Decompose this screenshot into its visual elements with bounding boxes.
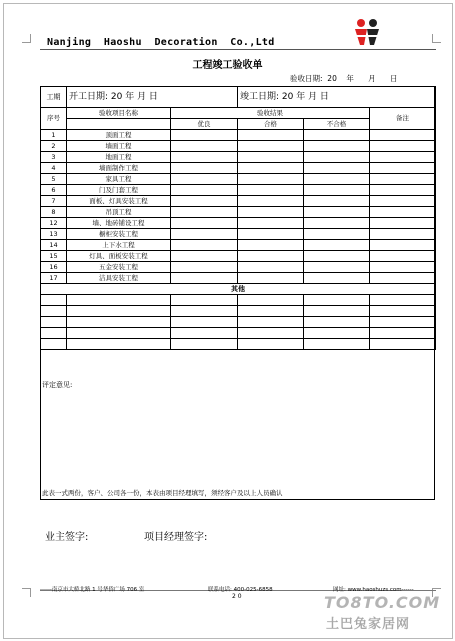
page-number: 2 0 [232, 593, 242, 600]
header-rule [40, 49, 436, 50]
blank-cell[interactable] [304, 317, 370, 328]
table-row [41, 295, 436, 306]
row-no: 4 [41, 163, 67, 174]
table-row [41, 196, 436, 207]
row-item: 顶面工程 [67, 130, 171, 141]
cell-fail[interactable] [304, 218, 370, 229]
table-row [41, 207, 436, 218]
cell-fail[interactable] [304, 141, 370, 152]
cell-remark[interactable] [370, 163, 436, 174]
col-header-pass: 合格 [238, 119, 304, 130]
col-header-good: 优良 [171, 119, 238, 130]
owner-signature-label: 业主签字: [45, 532, 89, 543]
cell-good[interactable] [171, 152, 238, 163]
footer-address: ------南京市大桥北路 1 号华侨广场 706 室 [40, 587, 145, 593]
row-no: 16 [41, 262, 67, 273]
blank-cell[interactable] [171, 306, 238, 317]
comment-label: 评定意见: [42, 381, 73, 389]
watermark-logo: TO8TO.COM [324, 593, 441, 612]
cell-fail[interactable] [304, 130, 370, 141]
cell-fail[interactable] [304, 207, 370, 218]
acceptance-date: 验收日期: 20 年 月 日 [290, 74, 398, 83]
cell-remark[interactable] [370, 218, 436, 229]
blank-cell[interactable] [171, 295, 238, 306]
row-no: 5 [41, 174, 67, 185]
table-row [41, 130, 436, 141]
row-no: 6 [41, 185, 67, 196]
cell-pass[interactable] [238, 174, 304, 185]
cell-remark[interactable] [370, 229, 436, 240]
blank-cell[interactable] [171, 339, 238, 350]
footer-phone: 联系电话: 400-025-6858 [208, 587, 273, 593]
row-item: 灯具、面板安装工程 [67, 251, 171, 262]
crop-mark [22, 588, 31, 597]
blank-cell[interactable] [171, 328, 238, 339]
row-item: 洁具安装工程 [67, 273, 171, 284]
cell-good[interactable] [171, 174, 238, 185]
cell-pass[interactable] [238, 240, 304, 251]
form-note: 此表一式两份，客户、公司各一份，本表由项目经理填写，须经客户及以上人员确认 [42, 489, 283, 497]
blank-cell[interactable] [370, 317, 436, 328]
row-item: 面板、灯具安装工程 [67, 196, 171, 207]
table-row [41, 163, 436, 174]
blank-cell[interactable] [41, 328, 67, 339]
cell-remark[interactable] [370, 273, 436, 284]
blank-cell[interactable] [304, 306, 370, 317]
table-row [41, 174, 436, 185]
cell-remark[interactable] [370, 262, 436, 273]
table-row [41, 262, 436, 273]
end-date-field[interactable]: 竣工日期: 20 年 月 日 [238, 87, 436, 108]
row-no: 17 [41, 273, 67, 284]
table-row [41, 185, 436, 196]
cell-pass[interactable] [238, 218, 304, 229]
cell-fail[interactable] [304, 152, 370, 163]
blank-cell[interactable] [67, 328, 171, 339]
row-no: 12 [41, 218, 67, 229]
cell-pass[interactable] [238, 163, 304, 174]
pm-signature-label: 项目经理签字: [144, 532, 208, 543]
footer-website: 网址: www.haoshuzs.com------ [333, 587, 414, 593]
table-row [41, 273, 436, 284]
cell-pass[interactable] [238, 207, 304, 218]
row-item: 墙面制作工程 [67, 163, 171, 174]
row-item: 五金安装工程 [67, 262, 171, 273]
cell-remark[interactable] [370, 152, 436, 163]
project-period-label: 工期 [41, 87, 67, 108]
cell-pass[interactable] [238, 229, 304, 240]
table-row [41, 218, 436, 229]
blank-cell[interactable] [304, 339, 370, 350]
blank-cell[interactable] [370, 328, 436, 339]
cell-pass[interactable] [238, 141, 304, 152]
row-item: 墙面工程 [67, 141, 171, 152]
col-header-item-sub [67, 119, 171, 130]
row-no: 7 [41, 196, 67, 207]
table-row [41, 240, 436, 251]
row-item: 吊顶工程 [67, 207, 171, 218]
table-row [41, 328, 436, 339]
cell-good[interactable] [171, 207, 238, 218]
cell-fail[interactable] [304, 174, 370, 185]
cell-fail[interactable] [304, 163, 370, 174]
cell-remark[interactable] [370, 251, 436, 262]
page-title: 工程竣工验收单 [192, 60, 263, 71]
cell-pass[interactable] [238, 196, 304, 207]
blank-cell[interactable] [41, 295, 67, 306]
row-item: 上下水工程 [67, 240, 171, 251]
row-item: 家具工程 [67, 174, 171, 185]
company-name: Nanjing Haoshu Decoration Co.,Ltd [47, 37, 275, 48]
table-row [41, 229, 436, 240]
blank-cell[interactable] [370, 339, 436, 350]
cell-good[interactable] [171, 273, 238, 284]
row-no: 3 [41, 152, 67, 163]
cell-good[interactable] [171, 229, 238, 240]
blank-cell[interactable] [67, 306, 171, 317]
cell-remark[interactable] [370, 185, 436, 196]
company-logo-icon [352, 17, 382, 47]
cell-good[interactable] [171, 262, 238, 273]
row-item: 墙、地砖铺设工程 [67, 218, 171, 229]
row-no: 14 [41, 240, 67, 251]
row-no: 8 [41, 207, 67, 218]
blank-cell[interactable] [238, 306, 304, 317]
blank-cell[interactable] [171, 317, 238, 328]
row-no: 13 [41, 229, 67, 240]
cell-good[interactable] [171, 218, 238, 229]
table-row [41, 152, 436, 163]
row-no: 1 [41, 130, 67, 141]
start-date-field[interactable]: 开工日期: 20 年 月 日 [67, 87, 238, 108]
cell-good[interactable] [171, 130, 238, 141]
cell-good[interactable] [171, 251, 238, 262]
cell-pass[interactable] [238, 251, 304, 262]
blank-cell[interactable] [238, 317, 304, 328]
cell-remark[interactable] [370, 141, 436, 152]
blank-cell[interactable] [304, 295, 370, 306]
cell-pass[interactable] [238, 130, 304, 141]
table-row [41, 141, 436, 152]
col-header-fail: 不合格 [304, 119, 370, 130]
cell-good[interactable] [171, 141, 238, 152]
crop-mark [432, 34, 441, 43]
blank-cell[interactable] [238, 328, 304, 339]
table-row [41, 339, 436, 350]
cell-good[interactable] [171, 240, 238, 251]
cell-fail[interactable] [304, 273, 370, 284]
row-item: 地面工程 [67, 152, 171, 163]
cell-fail[interactable] [304, 251, 370, 262]
cell-good[interactable] [171, 196, 238, 207]
table-row [41, 317, 436, 328]
cell-good[interactable] [171, 185, 238, 196]
blank-cell[interactable] [41, 306, 67, 317]
cell-remark[interactable] [370, 174, 436, 185]
blank-cell[interactable] [41, 339, 67, 350]
col-header-no: 序号 [41, 108, 67, 130]
cell-pass[interactable] [238, 262, 304, 273]
cell-good[interactable] [171, 163, 238, 174]
row-item: 橱柜安装工程 [67, 229, 171, 240]
watermark-text: 土巴兔家居网 [326, 617, 411, 632]
row-item: 门及门套工程 [67, 185, 171, 196]
col-header-result: 验收结果 [171, 108, 370, 119]
blank-cell[interactable] [304, 328, 370, 339]
cell-remark[interactable] [370, 207, 436, 218]
cell-pass[interactable] [238, 185, 304, 196]
col-header-remark: 备注 [370, 108, 436, 130]
blank-cell[interactable] [67, 317, 171, 328]
cell-pass[interactable] [238, 152, 304, 163]
blank-cell[interactable] [238, 339, 304, 350]
cell-fail[interactable] [304, 196, 370, 207]
cell-fail[interactable] [304, 229, 370, 240]
cell-fail[interactable] [304, 262, 370, 273]
table-row [41, 306, 436, 317]
cell-remark[interactable] [370, 130, 436, 141]
blank-cell[interactable] [67, 295, 171, 306]
cell-remark[interactable] [370, 196, 436, 207]
cell-pass[interactable] [238, 273, 304, 284]
cell-fail[interactable] [304, 185, 370, 196]
blank-cell[interactable] [370, 306, 436, 317]
cell-remark[interactable] [370, 240, 436, 251]
blank-cell[interactable] [370, 295, 436, 306]
col-header-item: 验收项目名称 [67, 108, 171, 119]
cell-fail[interactable] [304, 240, 370, 251]
row-no: 2 [41, 141, 67, 152]
crop-mark [22, 34, 31, 43]
acceptance-table [40, 86, 436, 350]
other-section-header: 其他 [41, 284, 436, 295]
blank-cell[interactable] [67, 339, 171, 350]
row-no: 15 [41, 251, 67, 262]
table-row [41, 251, 436, 262]
blank-cell[interactable] [238, 295, 304, 306]
blank-cell[interactable] [41, 317, 67, 328]
